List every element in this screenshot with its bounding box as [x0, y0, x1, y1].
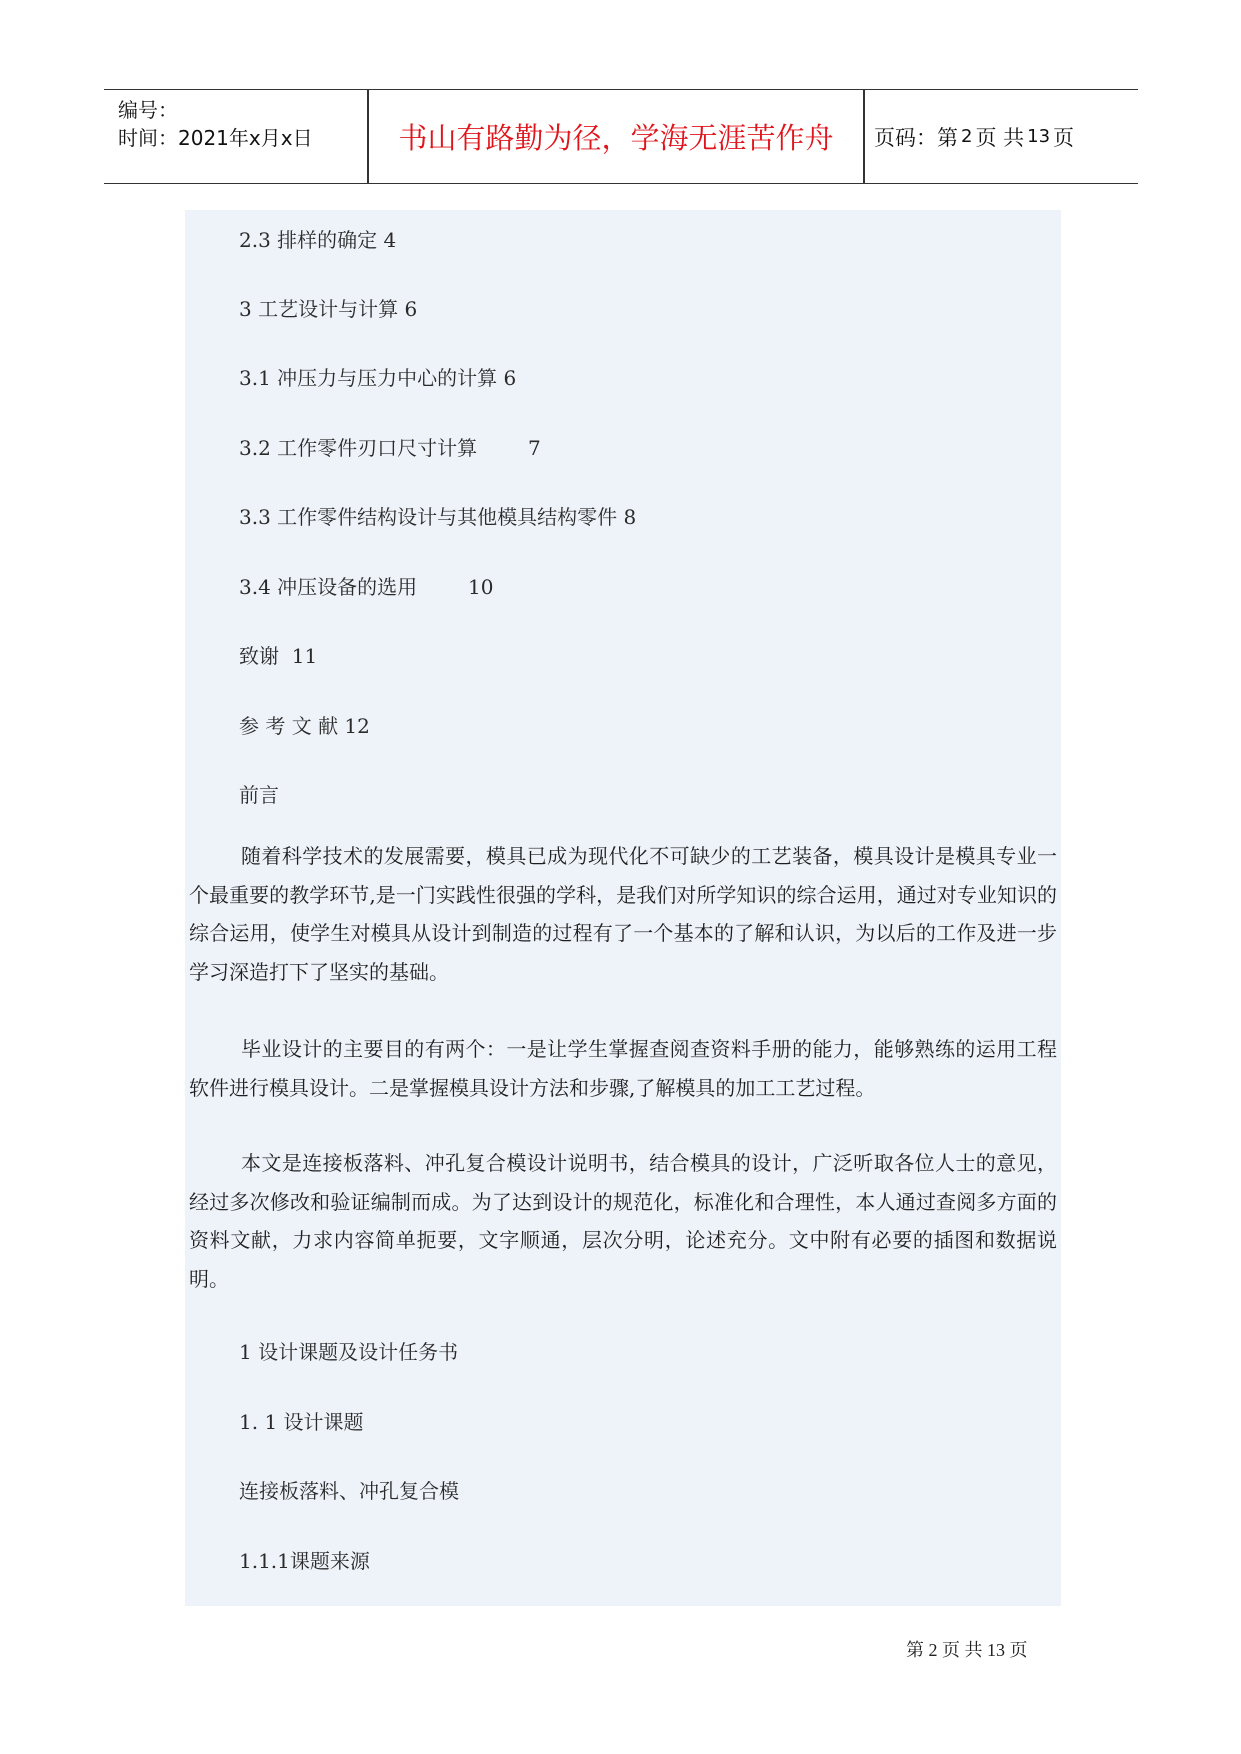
toc-entry: 参 考 文 献 12: [239, 714, 370, 738]
header-divider: [863, 90, 865, 183]
page-header: [104, 89, 1138, 184]
paragraph: 本文是连接板落料、冲孔复合模设计说明书，结合模具的设计，广泛听取各位人士的意见，经过多次修改和验证编制而成。为了达到设计的规范化，标准化和合理性，本人通过查阅多方面的资料文献，力求内容简单扼要，文字顺通，层次分明，论述充分。文中附有必要的插图和数据说明。: [189, 1151, 1057, 1292]
toc-entry: 3.2 工作零件刃口尺寸计算 7: [239, 436, 541, 460]
time-line: 时间：2021年x月x日: [118, 126, 313, 150]
section-heading: 1. 1 设计课题: [239, 1410, 364, 1434]
toc-entry: 3.4 冲压设备的选用 10: [239, 575, 494, 599]
page-footer: 第 2 页 共 13 页: [906, 1640, 1028, 1660]
toc-entry: 致谢 11: [239, 644, 318, 668]
toc-entry: 3.3 工作零件结构设计与其他模具结构零件 8: [239, 505, 637, 529]
preface-heading: 前言: [239, 783, 279, 807]
header-motto: 书山有路勤为径，学海无涯苦作舟: [398, 121, 834, 155]
section-heading: 1.1.1课题来源: [239, 1549, 370, 1573]
page-prefix: 页码：第: [874, 125, 958, 150]
paragraph: 随着科学技术的发展需要，模具已成为现代化不可缺少的工艺装备，模具设计是模具专业一个最重要的教学环节,是一门实践性很强的学科，是我们对所学知识的综合运用，通过对专业知识的综合运用，使学生对模具从设计到制造的过程有了一个基本的了解和认识，为以后的工作及进一步学习深造打下了坚实的基础。: [189, 844, 1057, 985]
section-text: 连接板落料、冲孔复合模: [239, 1479, 459, 1503]
page-total: 13: [1027, 126, 1051, 147]
paragraph: 毕业设计的主要目的有两个：一是让学生掌握查阅查资料手册的能力，能够熟练的运用工程软件进行模具设计。二是掌握模具设计方法和步骤,了解模具的加工工艺过程。: [189, 1037, 1057, 1100]
toc-entry: 2.3 排样的确定 4: [239, 228, 397, 252]
number-label: 编号：: [118, 98, 178, 122]
page-mid: 页 共: [975, 125, 1025, 150]
page-suffix: 页: [1053, 125, 1075, 150]
header-page-info: [874, 90, 1138, 183]
header-meta: [118, 90, 368, 183]
toc-entry: 3.1 冲压力与压力中心的计算 6: [239, 366, 517, 390]
toc-entry: 3 工艺设计与计算 6: [239, 297, 418, 321]
document-body: [185, 210, 1061, 1606]
section-heading: 1 设计课题及设计任务书: [239, 1340, 459, 1364]
page-number: 2: [961, 126, 973, 147]
